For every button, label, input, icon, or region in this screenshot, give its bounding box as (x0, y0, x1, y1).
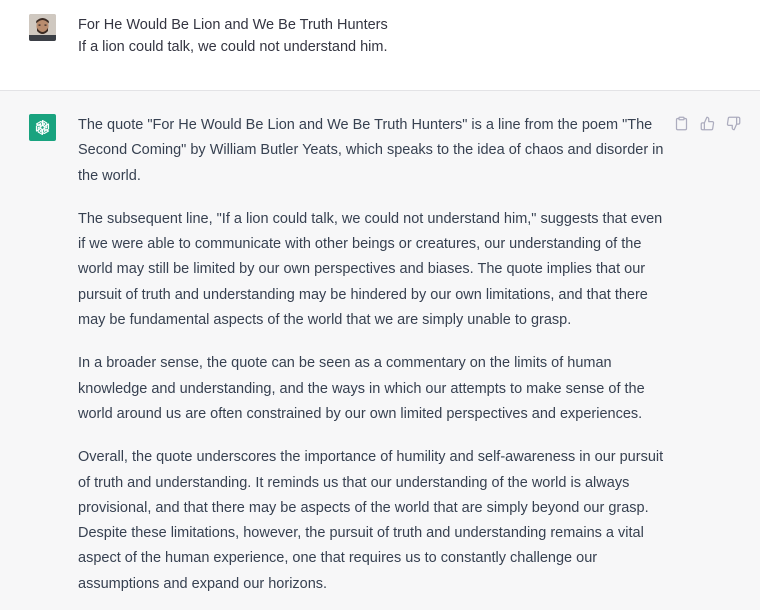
assistant-paragraph-3: In a broader sense, the quote can be seen as a commentary on the limits of human knowledge and understanding, and the ways in which our attempts to make sense of the world around us are often constrained by our own limited perspectives and experiences. (78, 355, 645, 422)
user-message-line-1: For He Would Be Lion and We Be Truth Hunters (78, 17, 388, 33)
thumbs-up-icon (700, 116, 715, 131)
assistant-message (78, 113, 670, 615)
user-avatar (29, 14, 56, 41)
assistant-paragraph-2: The subsequent line, "If a lion could talk, we could not understand him," suggests that even if we were able to communicate with other beings or creatures, our understanding of the world may still be limited by our own perspectives and biases. The quote implies that our pursuit of truth and understanding may be hindered by our own limitations, and that there may be fundamental aspects of the world that we are simply unable to grasp. (78, 210, 663, 329)
user-message-row (0, 0, 760, 91)
openai-logo-icon (29, 114, 56, 141)
user-message (78, 14, 388, 58)
assistant-paragraph-4: Overall, the quote underscores the importance of humility and self-awareness in our pursuit of truth and understanding. It reminds us that our understanding of the world is always provisional, and that there may be aspects of the world that are simply beyond our grasp. Despite these limitations, however, the pursuit of truth and understanding remains a vital aspect of the human experience, one that requires us to constantly challenge our assumptions and expand our horizons. (78, 449, 664, 592)
assistant-paragraph-1: The quote "For He Would Be Lion and We Be Truth Hunters" is a line from the poem "The Second Coming" by William Butler Yeats, which speaks to the idea of chaos and disorder in the world. (78, 117, 664, 184)
thumbs-down-icon (726, 116, 741, 131)
clipboard-icon (674, 116, 689, 131)
assistant-message-row (0, 91, 760, 610)
thumbs-down-button[interactable] (725, 115, 742, 132)
user-message-line-2: If a lion could talk, we could not understand him. (78, 39, 388, 55)
message-actions (673, 115, 742, 132)
copy-button[interactable] (673, 115, 690, 132)
thumbs-up-button[interactable] (699, 115, 716, 132)
